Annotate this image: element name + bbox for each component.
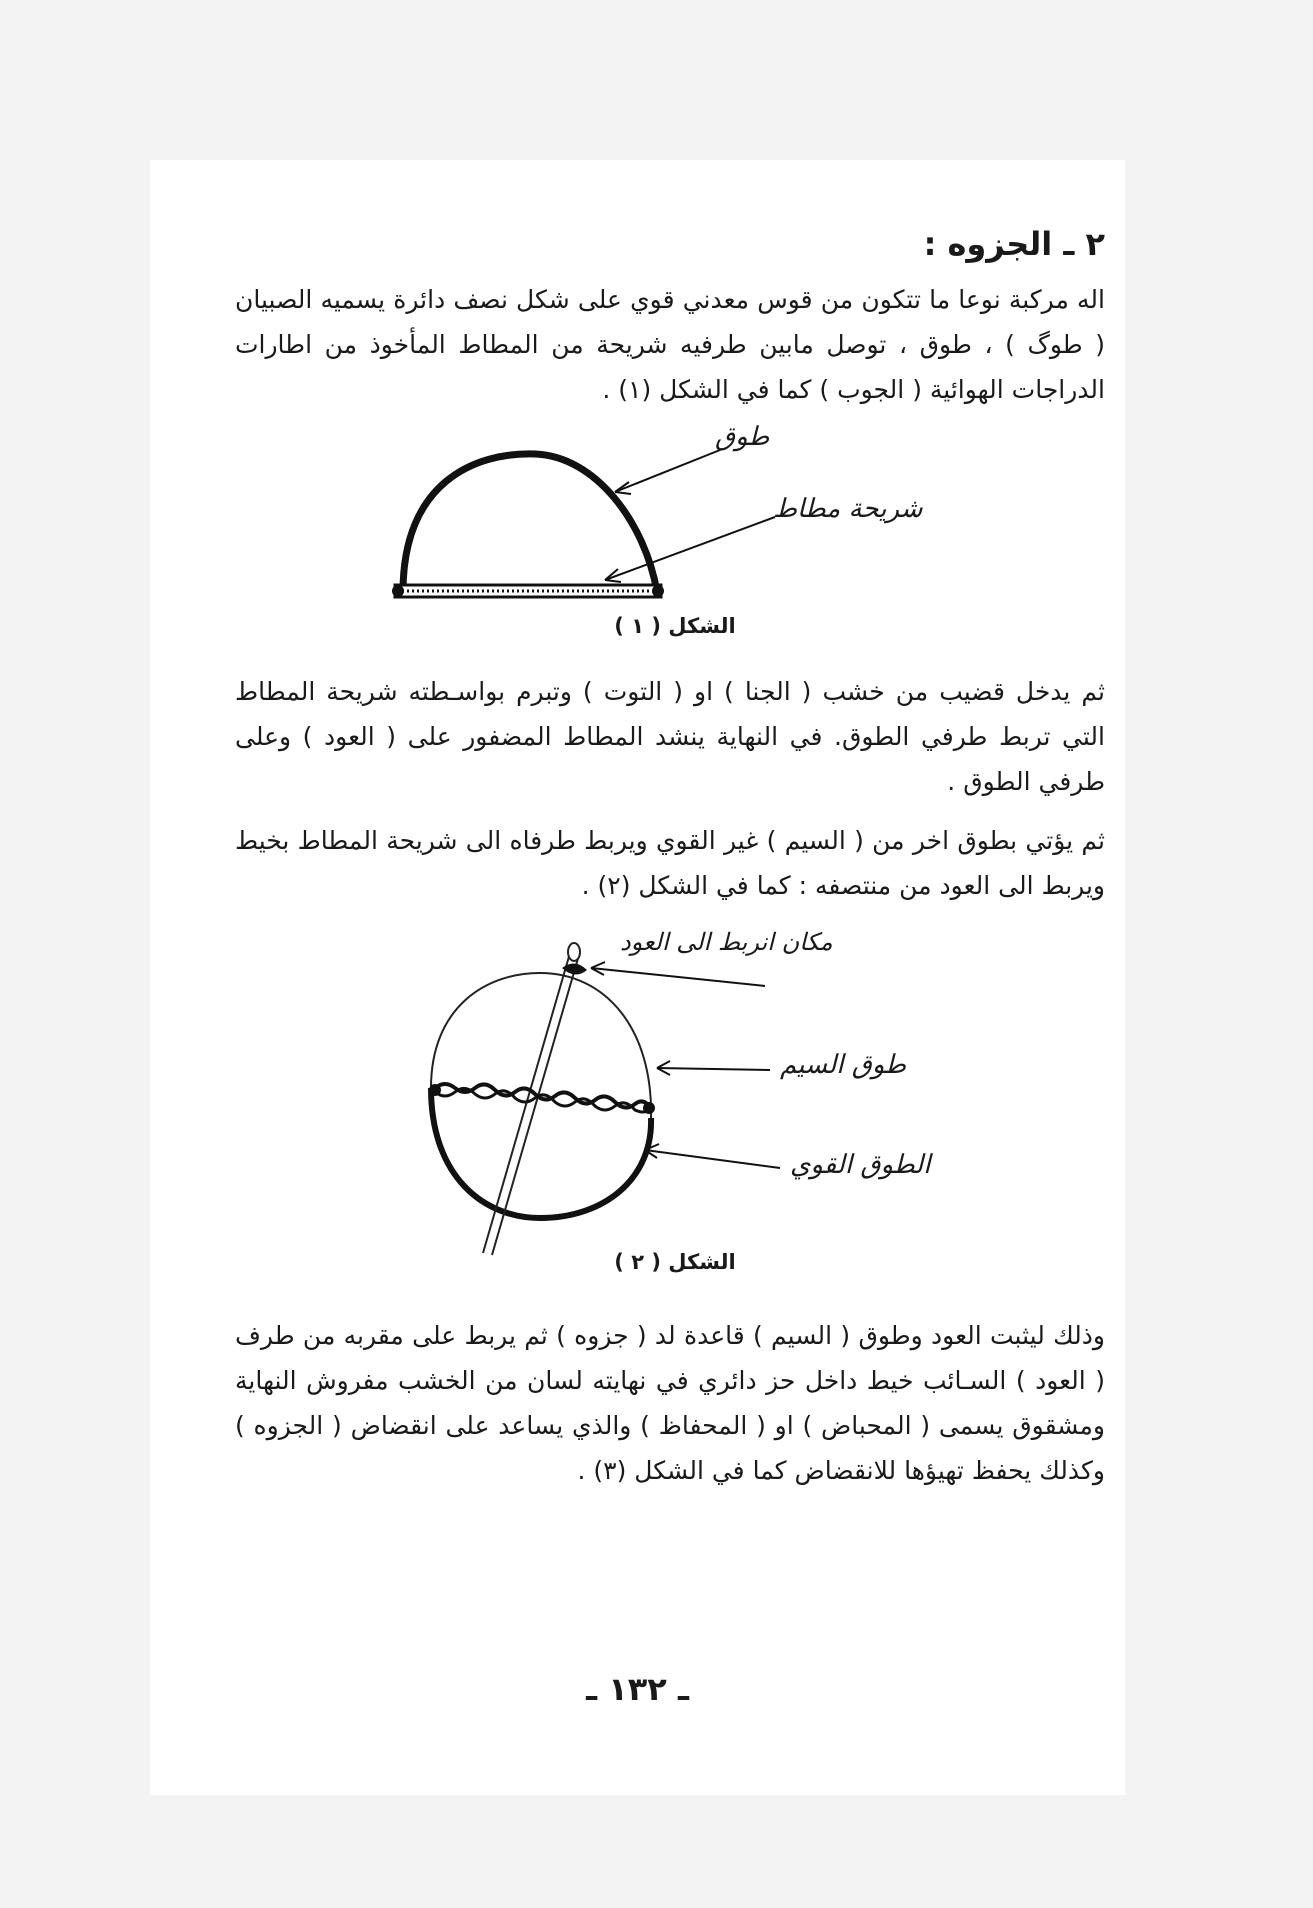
figure-1-left-knot bbox=[392, 585, 404, 597]
paragraph-4: وذلك ليثبت العود وطوق ( السيم ) قاعدة لد ( جزوه ) ثم يربط على مقربه من طرف ( العود ) السـائب خيط داخل حز دائري في نهايته لسان من الخشب مفروش النهاية ومشقوق يسمى ( المحباض ) او ( المحفاظ ) والذي يساعد على انقضاض ( الجزوه ) وكذلك يحفظ تهيؤها للانقضاض كما في الشكل (٣) . bbox=[235, 1321, 1105, 1485]
figure-2-stick-tip bbox=[568, 943, 580, 961]
figure-2-right-knot bbox=[643, 1102, 655, 1114]
figure-2-drawing bbox=[235, 928, 1105, 1283]
section-heading: ٢ ـ الجزوه : bbox=[923, 225, 1105, 263]
paragraph-3: ثم يؤتي بطوق اخر من ( السيم ) غير القوي ويربط طرفاه الى شريحة المطاط بخيط ويربط الى العود من منتصفه : كما في الشكل (٢) . bbox=[235, 826, 1105, 900]
figure-1-label-strip: شريحة مطاط bbox=[773, 494, 923, 524]
page-content bbox=[235, 225, 1105, 1493]
figure-2-label-wire: طوق السيم bbox=[780, 1050, 907, 1080]
figure-2-left-knot bbox=[429, 1084, 441, 1096]
figure-2-label-tie: مكان انربط الى العود bbox=[620, 928, 833, 956]
figure-2-arrow-strong bbox=[645, 1150, 780, 1168]
figure-2-arrow-wire bbox=[657, 1068, 770, 1070]
figure-1 bbox=[235, 422, 1105, 647]
figure-2 bbox=[235, 928, 1105, 1283]
figure-1-right-knot bbox=[652, 585, 664, 597]
page-number: ـ ١٣٢ ـ bbox=[586, 1670, 689, 1708]
figure-2-caption: الشكل ( ٢ ) bbox=[614, 1250, 736, 1274]
figure-1-label-arc: طوق bbox=[715, 422, 770, 452]
figure-2-arrow-tie bbox=[591, 968, 765, 986]
figure-1-arrow-arc bbox=[615, 450, 720, 492]
paragraph-2: ثم يدخل قضيب من خشب ( الجنا ) او ( التوت ) وتبرم بواسـطته شريحة المطاط التي تربط طرفي الطوق. في النهاية ينشد المطاط المضفور على ( العود ) وعلى طرفي الطوق . bbox=[235, 677, 1105, 796]
figure-2-label-strong: الطوق القوي bbox=[790, 1150, 931, 1180]
figure-1-caption: الشكل ( ١ ) bbox=[614, 614, 736, 638]
book-page bbox=[150, 160, 1125, 1795]
figure-1-arc bbox=[403, 454, 657, 592]
paragraph-1: اله مركبة نوعا ما تتكون من قوس معدني قوي على شكل نصف دائرة يسميه الصبيان ( طوگ ) ، طوق ، توصل مابين طرفيه شريحة من المطاط المأخوذ من اطارات الدراجات الهوائية ( الجوب ) كما في الشكل (١) . bbox=[235, 285, 1105, 404]
figure-2-strong-hoop bbox=[431, 1088, 651, 1218]
